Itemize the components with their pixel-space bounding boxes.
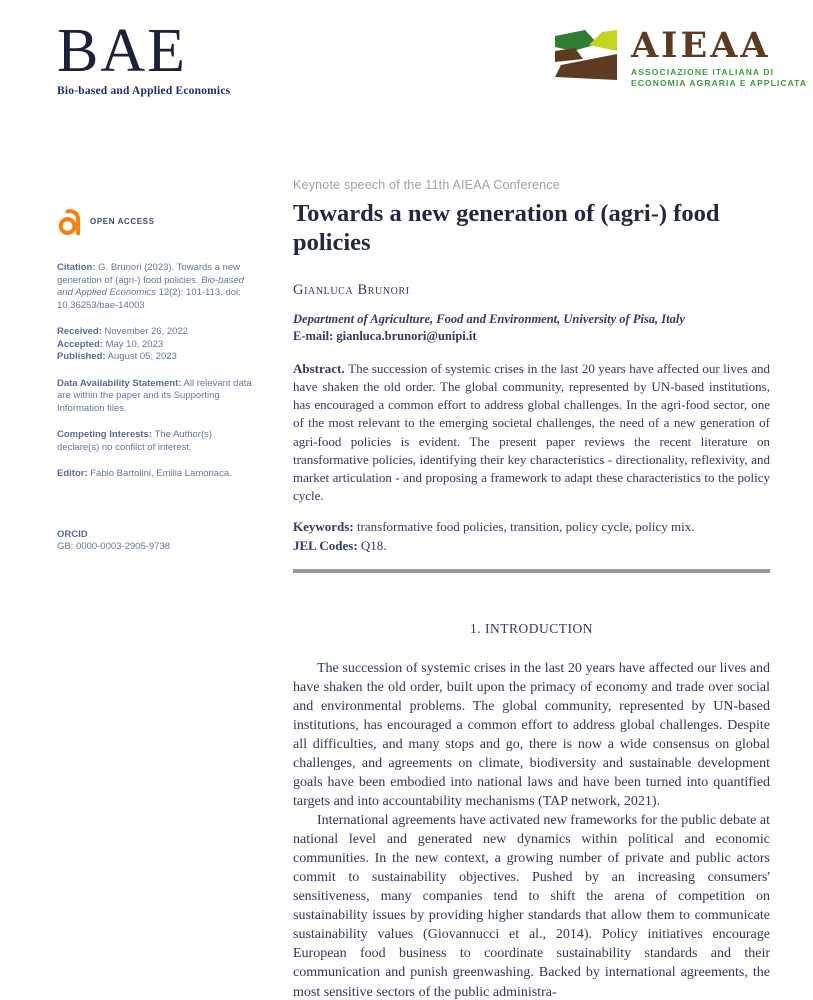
author-affiliation: Department of Agriculture, Food and Environment, University of Pisa, Italy bbox=[293, 311, 685, 326]
data-availability-label: Data Availability Statement: bbox=[57, 377, 182, 389]
bae-journal-logo bbox=[57, 17, 267, 97]
aieaa-logo-subtitle bbox=[631, 67, 807, 90]
citation-doi[interactable]: 12(2): 101-113. doi: 10.36253/bae-14003 bbox=[57, 287, 241, 311]
abstract-text: The succession of systemic crises in the last 20 years have affected our lives and have shaken the old order. The global community, represented by UN-based institutions, has encouraged a common effort to address global challenges. In the agri-food sector, one of the most relevant to the emerging societal challenges, the need of a new generation of agri-food policies is evident. The present paper reviews the recent literature on transformative policies, identifying their key characteristics - directionality, reflexivity, and market articulation - and proposing a framework to adapt these characteristics to the policy cycle. bbox=[293, 360, 770, 504]
editor-names: Fabio Bartolini, Emilia Lamonaca. bbox=[87, 468, 232, 480]
aieaa-logo-text-block bbox=[631, 25, 808, 90]
editor-label: Editor: bbox=[57, 468, 88, 480]
article-title: Towards a new generation of (agri-) food policies bbox=[293, 200, 720, 257]
jel-codes-text: Q18. bbox=[360, 538, 387, 554]
keywords-line bbox=[293, 518, 770, 556]
bae-logo-tagline: Bio-based and Applied Economics bbox=[57, 85, 231, 97]
orcid-block bbox=[57, 529, 255, 554]
section-divider-rule bbox=[293, 569, 770, 573]
article-main-column bbox=[293, 178, 770, 1000]
aieaa-association-logo bbox=[553, 25, 808, 90]
orcid-id[interactable]: GB: 0000-0003-2905-9738 bbox=[57, 541, 171, 553]
aieaa-logo-text: AIEAA bbox=[631, 25, 771, 66]
editor-block bbox=[57, 468, 255, 481]
jel-codes-label: JEL Codes: bbox=[293, 538, 361, 554]
abstract-paragraph bbox=[293, 360, 770, 506]
keywords-text: transformative food policies, transition, policy cycle, policy mix. bbox=[356, 519, 695, 535]
keywords-label: Keywords: bbox=[293, 519, 357, 535]
competing-interests-text: The Author(s) declare(s) no conflict of interest. bbox=[57, 429, 213, 453]
aieaa-fields-icon bbox=[553, 28, 619, 90]
aieaa-subtitle-line1: ASSOCIAZIONE ITALIANA DI bbox=[631, 67, 775, 77]
citation-label: Citation: bbox=[57, 262, 96, 273]
accepted-label: Accepted: bbox=[57, 338, 103, 350]
citation-journal-name: Bio-based and Applied Economics bbox=[57, 274, 244, 299]
citation-block bbox=[57, 262, 255, 312]
competing-interests-block bbox=[57, 429, 255, 454]
email-label: E-mail: bbox=[293, 328, 337, 343]
article-kicker: Keynote speech of the 11th AIEAA Conference bbox=[293, 178, 560, 192]
data-availability-text: All relevant data are within the paper and its Supporting Information files. bbox=[57, 377, 252, 414]
author-name: Gianluca Brunori bbox=[293, 281, 410, 298]
introduction-paragraph-2: International agreements have activated new frameworks for the public debate at national level and generated new dynamics within political and economic communities. In the new context, a growing number of private and public actors commit to sustainability objectives. Pushed by an increasing consumers' sensitiveness, many companies tend to shift the arena of competition on sustainability issues by providing higher standards that allow them to communicate sustainability values (Giovannucci et al., 2014). Policy initiatives encourage European food business to coordinate sustainability standards and their communication and punish greenwashing. Backed by international agreements, the most sensitive sectors of the public administra- bbox=[293, 813, 770, 1000]
article-metadata-sidebar bbox=[57, 208, 255, 568]
published-date: August 05, 2023 bbox=[105, 351, 177, 363]
bae-logo-text: BAE bbox=[57, 17, 187, 85]
dates-block bbox=[57, 326, 255, 364]
open-access-badge bbox=[57, 208, 255, 236]
introduction-paragraph-1: The succession of systemic crises in the last 20 years have affected our lives and have shaken the old order, built upon the primacy of economy and trade over social and environmental problems. The global community, represented by UN-based institutions, has encouraged a common effort to address global challenges. Despite all difficulties, and many stops and go, there is now a wide consensus on global challenges, and agreements on climate, biodiversity and sustainable development goals have been embodied into national laws and have been turned into quantified targets and into accountability mechanisms (TAP network, 2021). bbox=[293, 660, 770, 810]
orcid-label: ORCID bbox=[57, 528, 88, 540]
open-access-icon bbox=[57, 208, 83, 236]
introduction-heading: 1. INTRODUCTION bbox=[470, 620, 593, 636]
received-label: Received: bbox=[57, 326, 102, 338]
open-access-label: OPEN ACCESS bbox=[90, 216, 155, 226]
published-label: Published: bbox=[57, 351, 106, 363]
data-availability-block bbox=[57, 378, 255, 416]
abstract-label: Abstract. bbox=[293, 360, 349, 376]
author-email-line bbox=[293, 329, 770, 344]
accepted-date: May 10, 2023 bbox=[102, 338, 164, 350]
citation-text: G. Brunori (2023). Towards a new generation of (agri-) food policies. bbox=[57, 262, 241, 286]
received-date: November 26, 2022 bbox=[101, 326, 188, 338]
competing-interests-label: Competing Interests: bbox=[57, 429, 153, 441]
author-email-link[interactable]: gianluca.brunori@unipi.it bbox=[336, 328, 477, 343]
aieaa-subtitle-line2: ECONOMIA AGRARIA E APPLICATA bbox=[631, 78, 808, 89]
